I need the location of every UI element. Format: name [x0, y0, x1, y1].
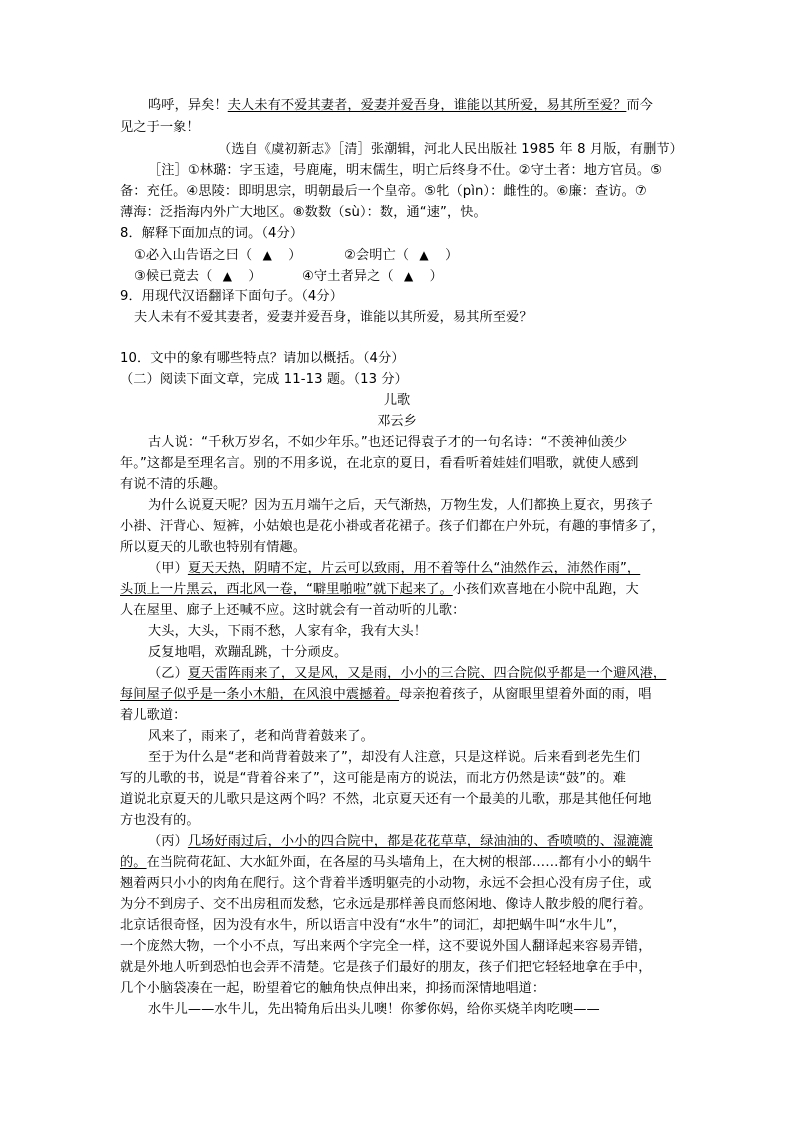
note-line: 薄海：泛指海内外广大地区。⑧数数（sù）：数，通“速”，快。: [120, 205, 487, 220]
paragraph-line: 写的儿歌的书，说是“背着谷来了”，这可能是南方的说法，而北方仍然是读“鼓”的。难: [120, 771, 627, 786]
passage-line: [148, 96, 653, 116]
paragraph-line: 小褂、汗背心、短裤，小姑娘也是花小褂或者花裙子。孩子们都在户外玩，有趣的事情多了，: [120, 519, 665, 534]
blank-mark: ▲: [403, 269, 414, 283]
text: 母亲抱着孩子，从窗眼里望着外面的雨，唱: [399, 687, 652, 702]
paragraph-line: 至于为什么是“老和尚背着鼓来了”，却没有人注意，只是这样说。后来看到老先生们: [148, 750, 641, 765]
paragraph-line: 几个小脑袋凑在一起，盼望着它的触角快点伸出来，抑扬而深情地唱道：: [120, 981, 546, 996]
paren: ）: [288, 248, 302, 263]
text: 而今: [626, 98, 653, 113]
paragraph-line: 就是外地人听到恐怕也会弄不清楚。它是孩子们最好的朋友，孩子们把它轻轻地拿在手中，: [120, 960, 652, 975]
paragraph-line: 为分不到房子、交不出房租而发愁，它永远是那样善良而悠闲地、像诗人散步般的爬行着。: [120, 897, 652, 912]
paragraph-line: 年。”这都是至理名言。别的不用多说，在北京的夏日，看看听着娃娃们唱歌，就使人感到: [120, 456, 639, 471]
q8-item-2: [344, 245, 458, 266]
underlined-sentence: 几场好雨过后，小小的四合院中，都是花花草草，绿油油的、香喷喷的、湿漉漉: [187, 834, 653, 849]
q8-item-1: [134, 245, 302, 266]
blank-mark: ▲: [222, 269, 233, 283]
article-author: 邓云乡: [377, 414, 417, 429]
question-8-title: 8．解释下面加点的词。（4分）: [120, 226, 304, 241]
paragraph-line: 着儿歌道：: [120, 708, 187, 723]
label-jia: （甲）: [148, 561, 188, 576]
paragraph-line: 所以夏天的儿歌也特别有情趣。: [120, 540, 307, 555]
paragraph-line: 道说北京夏天的儿歌只是这两个吗？不然，北京夏天还有一个最美的儿歌，那是其他任何地: [120, 792, 652, 807]
paragraph-line: [120, 580, 639, 600]
q8-item-3: [134, 266, 262, 287]
note-line: 备：充任。④思陵：即明思宗，明朝最后一个皇帝。⑤牝（pìn）：雌性的。⑥廉：查访。⑦: [120, 184, 647, 199]
paragraph-line: [120, 853, 652, 873]
article-title: 儿歌: [383, 393, 411, 408]
underlined-sentence: 每间屋子似乎是一条小木船，在风浪中震撼着。: [120, 687, 400, 702]
paragraph-line: [148, 832, 653, 852]
paragraph-line: 方也没有的。: [120, 813, 200, 828]
label-bing: （丙）: [148, 834, 188, 849]
song-line: 水牛儿——水牛儿，先出犄角后出头儿噢！你爹你妈，给你买烧羊肉吃噢——: [148, 1002, 600, 1017]
q8-item-text: ③候已竟去（: [134, 269, 213, 284]
q9-sentence: 夫人未有不爱其妻者，爱妻并爱吾身，谁能以其所爱，易其所至爱？: [134, 310, 533, 325]
underlined-sentence: 夏天雷阵雨来了，又是风，又是雨，小小的三合院、四合院似乎都是一个避风港，: [187, 666, 667, 681]
paragraph-line: 人在屋里、廊子上还喊不应。这时就会有一首动听的儿歌：: [120, 603, 466, 618]
blank-mark: ▲: [262, 248, 272, 262]
q8-item-4: [302, 266, 443, 287]
paragraph-line: [148, 559, 640, 579]
song-line: 大头，大头，下雨不愁，人家有伞，我有大头！: [148, 624, 428, 639]
paragraph-line: 反复地唱，欢蹦乱跳，十分顽皮。: [148, 645, 348, 660]
paragraph-line: 翘着两只小小的肉角在爬行。这个背着半透明躯壳的小动物，永远不会担心没有房子住，或: [120, 876, 652, 891]
paragraph-line: 北京话很奇怪，因为没有水牛，所以语言中没有“水牛”的词汇，却把蜗牛叫“水牛儿”，: [120, 918, 627, 933]
label-yi: （乙）: [148, 666, 188, 681]
source-citation: （选自《虞初新志》［清］张潮辑，河北人民出版社 1985 年 8 月版，有删节）: [218, 142, 683, 157]
text: 呜呼，异矣！: [148, 98, 228, 113]
underlined-sentence: 夫人未有不爱其妻者，爱妻并爱吾身，谁能以其所爱，易其所至爱？: [227, 98, 627, 113]
question-10-title: 10．文中的象有哪些特点？请加以概括。（4分）: [120, 351, 405, 366]
underlined-sentence: 头顶上一片黑云，西北风一卷，“噼里啪啦”就下起来了。: [120, 582, 453, 597]
note-line: ［注］①林璐：字玉逵，号鹿庵，明末儒生，明亡后终身不仕。②守土者：地方官员。⑤: [148, 163, 663, 178]
paragraph-line: 有说不清的乐趣。: [120, 477, 227, 492]
paren: ）: [445, 248, 459, 263]
blank-mark: ▲: [419, 248, 429, 262]
paragraph-line: 一个庞然大物，一个小不点，写出来两个字完全一样，这不要说外国人翻译起来容易弄错，: [120, 939, 652, 954]
q8-item-text: ②会明亡（: [344, 248, 410, 263]
text: 在当院荷花缸、大水缸外面，在各屋的马头墙角上，在大树的根部……都有小小的蜗牛: [146, 855, 652, 870]
paragraph-line: 古人说：“千秋万岁名，不如少年乐。”也还记得袁子才的一句名诗：“不羡神仙羡少: [148, 435, 628, 450]
paragraph-line: [120, 685, 652, 705]
q8-item-text: ①必入山告语之曰（: [134, 248, 253, 263]
song-line: 风来了，雨来了，老和尚背着鼓来了。: [148, 729, 374, 744]
q8-item-text: ④守土者异之（: [302, 269, 394, 284]
paren: ）: [429, 269, 443, 284]
part2-intro: （二）阅读下面文章，完成 11-13 题。（13 分）: [120, 372, 408, 387]
passage-line: 见之于一象！: [120, 120, 200, 135]
text: 小孩们欢喜地在小院中乱跑，大: [452, 582, 639, 597]
paragraph-line: [148, 664, 666, 684]
paragraph-line: 为什么说夏天呢？因为五月端午之后，天气渐热，万物生发，人们都换上夏衣，男孩子: [148, 498, 653, 513]
underlined-sentence: 的。: [120, 855, 147, 870]
underlined-sentence: 夏天天热，阴晴不定，片云可以致雨，用不着等什么“油然作云，沛然作雨”，: [187, 561, 641, 576]
question-9-title: 9．用现代汉语翻译下面句子。（4分）: [120, 289, 343, 304]
paren: ）: [248, 269, 262, 284]
